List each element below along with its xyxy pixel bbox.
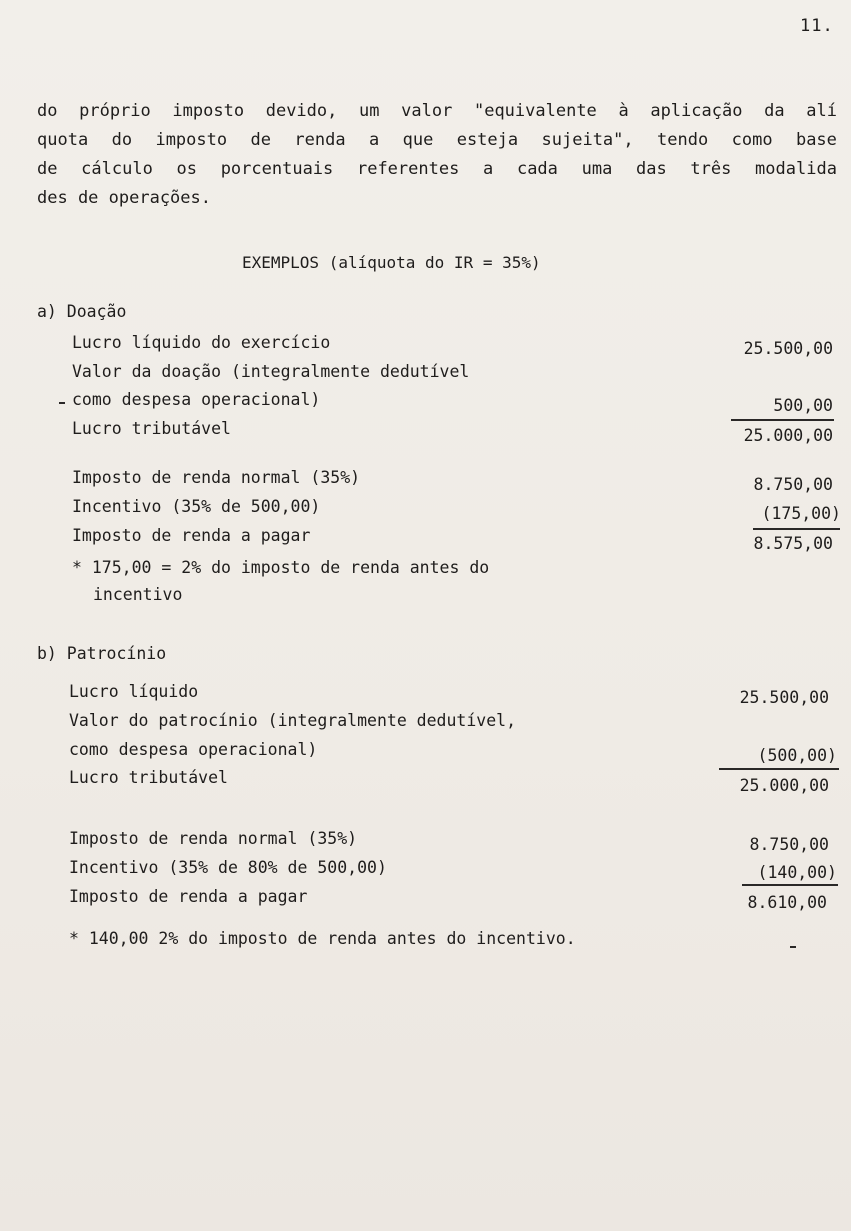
intro-word: esteja (456, 130, 519, 150)
a-imposto-normal-label: Imposto de renda normal (35%) (72, 468, 361, 487)
intro-word: imposto (172, 101, 245, 121)
intro-line-3 (37, 156, 837, 182)
b-valor-label-1: Valor do patrocínio (integralmente dedutível, (69, 711, 517, 730)
intro-word: a (483, 159, 494, 179)
b-lucro-liquido-label: Lucro líquido (69, 682, 199, 701)
intro-word: base (795, 130, 837, 150)
a-tributavel-label: Lucro tributável (72, 419, 231, 438)
a-note-line-1: * 175,00 = 2% do imposto de renda antes do (72, 558, 490, 577)
a-valor-value: 500,00 (773, 396, 833, 415)
a-subtotal-rule (731, 419, 834, 421)
a-valor-label-2: como despesa operacional) (72, 390, 321, 409)
intro-word: do (37, 101, 58, 121)
intro-word: des de operações. (37, 188, 211, 208)
a-valor-label-1: Valor da doação (integralmente dedutível (72, 362, 470, 381)
a-margin-mark (59, 402, 65, 404)
intro-line-4 (37, 185, 837, 211)
a-a-pagar-value: 8.575,00 (753, 534, 833, 553)
intro-line-2 (37, 127, 837, 153)
intro-word: do (111, 130, 133, 150)
page-number: 11. (800, 16, 834, 36)
intro-word: aplicação (650, 101, 743, 121)
intro-word: cálculo (81, 159, 153, 179)
a-total-rule (753, 528, 840, 530)
b-a-pagar-value: 8.610,00 (747, 893, 827, 912)
b-a-pagar-label: Imposto de renda a pagar (69, 887, 308, 906)
section-b-title: b) Patrocínio (37, 644, 167, 663)
b-imposto-normal-label: Imposto de renda normal (35%) (69, 829, 358, 848)
intro-word: modalida (755, 159, 837, 179)
b-imposto-normal-value: 8.750,00 (749, 835, 829, 854)
intro-word: imposto (155, 130, 228, 150)
a-imposto-normal-value: 8.750,00 (753, 475, 833, 494)
intro-word: sujeita", (541, 130, 634, 150)
b-note-line-1: * 140,00 2% do imposto de renda antes do incentivo. (69, 929, 576, 948)
examples-heading: EXEMPLOS (alíquota do IR = 35%) (242, 253, 541, 272)
b-valor-label-2: como despesa operacional) (69, 740, 318, 759)
a-note-line-2: incentivo (93, 585, 183, 604)
b-tributavel-label: Lucro tributável (69, 768, 228, 787)
b-subtotal-rule (719, 768, 839, 770)
intro-word: referentes (356, 159, 460, 179)
intro-word: das (636, 159, 667, 179)
intro-word: tendo (657, 130, 709, 150)
b-valor-value: (500,00) (757, 746, 837, 765)
intro-word: à (618, 101, 629, 121)
b-incentivo-label: Incentivo (35% de 80% de 500,00) (69, 858, 387, 877)
intro-word: da (764, 101, 785, 121)
intro-word: "equivalente (473, 101, 597, 121)
intro-word: que (402, 130, 434, 150)
a-incentivo-value: (175,00) (761, 504, 841, 523)
a-lucro-liquido-label: Lucro líquido do exercício (72, 333, 331, 352)
intro-word: de (37, 159, 58, 179)
intro-word: um (359, 101, 380, 121)
intro-word: valor (401, 101, 453, 121)
intro-word: quota (37, 130, 89, 150)
a-a-pagar-label: Imposto de renda a pagar (72, 526, 311, 545)
intro-word: cada (516, 159, 558, 179)
section-a-title: a) Doação (37, 302, 127, 321)
a-tributavel-value: 25.000,00 (743, 426, 833, 445)
intro-word: os (176, 159, 197, 179)
intro-word: devido, (265, 101, 338, 121)
intro-word: como (731, 130, 773, 150)
intro-line-1 (37, 98, 837, 124)
a-lucro-liquido-value: 25.500,00 (743, 339, 833, 358)
intro-word: porcentuais (220, 159, 334, 179)
b-margin-mark (790, 946, 796, 948)
b-incentivo-value: (140,00) (757, 863, 837, 882)
intro-word: renda (294, 130, 346, 150)
intro-word: alí (806, 101, 837, 121)
b-tributavel-value: 25.000,00 (739, 776, 829, 795)
intro-word: a (368, 130, 380, 150)
intro-word: três (690, 159, 732, 179)
intro-word: próprio (79, 101, 151, 121)
intro-word: uma (581, 159, 613, 179)
b-lucro-liquido-value: 25.500,00 (739, 688, 829, 707)
intro-word: de (250, 130, 271, 150)
b-total-rule (742, 884, 838, 886)
a-incentivo-label: Incentivo (35% de 500,00) (72, 497, 321, 516)
